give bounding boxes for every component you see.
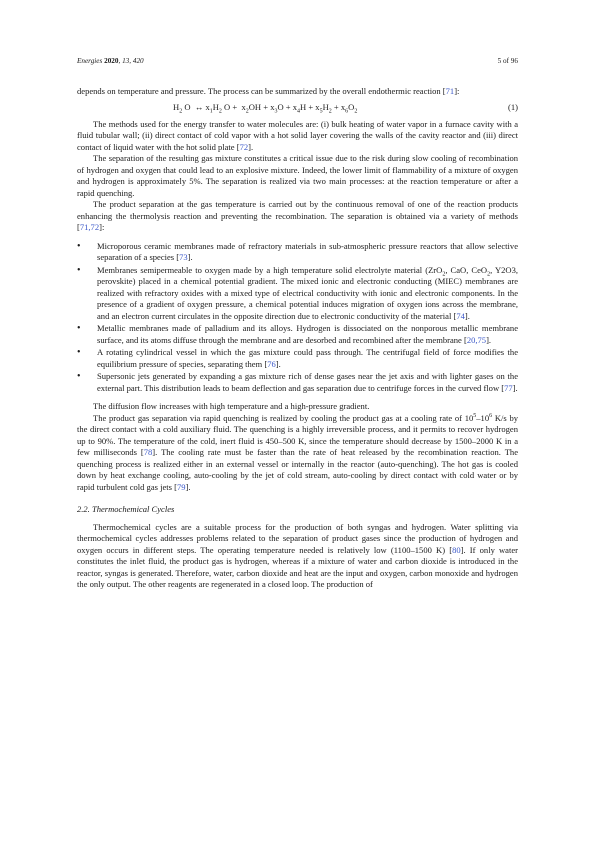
page-number: 5 of 96 (497, 57, 518, 65)
list-item: • Microporous ceramic membranes made of refractory materials in sub-atmospheric pressure reactors that allow selective separation of a species [73]. (77, 241, 518, 264)
section-title: 2.2. Thermochemical Cycles (77, 504, 175, 514)
method-list (77, 241, 518, 395)
equation (77, 98, 518, 118)
list-item: • Metallic membranes made of palladium and its alloys. Hydrogen is dissociated on the nonporous metallic membrane surface, and its atoms diffuse through the membrane and are desorbed and recombined after the membrane [20,75]. (77, 323, 518, 346)
paragraph: The product gas separation via rapid quenching is realized by cooling the product gas at a cooling rate of $10^5-10^6$ K/s by the direct contact with a cold auxiliary fluid. The quenching is a highly irreversible process, and it permits to recover hydrogen up to 90%. The temperature of the cold, inert fluid is 450–500 K, since the temperature should decrease by 1500–2000 K in a few milliseconds [78]. The cooling rate must be faster than the rate of heat released by the recombination reaction. The quenching process is realized either in an external vessel or internally in the reactor (auto-quenching). The hot gas is cooled down by heat exchange cooling, auto-cooling by the jet of cold stream, auto-cooling by direct contact with cold water or by rapid turbulent cold gas jets [79]. (77, 412, 518, 492)
list-item: • Membranes semipermeable to oxygen made by a high temperature solid electrolyte material (ZrO$_2$, CaO, CeO$_2$, Y2O3, perovskite) placed in a chemical potential gradient. The mixed ionic and electronic conducting (MIEC) membranes are realized with refractory oxides with a mixed type of electrical conductivity with ionic and electronic components. In the presence of a gradient of oxygen pressure, a chemical potential induces migration of oxygen ions across the membrane, and an electron current circulates in the opposite direction due to electronic conductivity of the material [74]. (77, 265, 518, 323)
paragraph: The separation of the resulting gas mixture constitutes a critical issue due to the risk during slow cooling of recombination of hydrogen and oxygen that could lead to an explosive mixture. Indeed, the lower limit of flammability of a mixture of oxygen and hydrogen is approximately 5%. The separation is realized via two main processes: at the reaction temperature or after a rapid quenching. (77, 153, 518, 198)
body-text (77, 86, 518, 591)
journal-citation: Energies 2020, 13, 420 (77, 57, 144, 65)
page-header (77, 57, 518, 69)
equation-number: (1) (508, 101, 518, 112)
paragraph: The diffusion flow increases with high temperature and a high-pressure gradient. (93, 401, 370, 411)
equation-formula: $H_2$ O ↔ $x_1H_2$ $O + x_2OH + x_3O + x_4H + x_5H_2 + x_6O_2$ (173, 101, 358, 115)
paragraph: The methods used for the energy transfer to water molecules are: (i) bulk heating of water vapor in a furnace cavity with a fluid tubular wall; (ii) direct contact of cold vapor with a hot solid layer covering the walls of the cavity reactor and (iii) direct contact of liquid water with the hot solid plate [72]. (77, 118, 518, 152)
list-item: • Supersonic jets generated by expanding a gas mixture rich of dense gases near the jet axis and with lighter gases on the external part. This distribution leads to beam deflection and gas separation due to centrifuge forces in the curved flow [77]. (77, 371, 518, 394)
paragraph: The product separation at the gas temperature is carried out by the continuous removal of one of the reaction products enhancing the thermolysis reaction and preventing the recombination. The separation is obtained via a variety of methods [71,72]: (77, 199, 518, 232)
paragraph: depends on temperature and pressure. The process can be summarized by the overall endothermic reaction [71]: (77, 86, 460, 96)
paragraph: Thermochemical cycles are a suitable process for the production of both syngas and hydrogen. Water splitting via thermochemical cycles addresses problems related to the separation of product gases since the production of hydrogen and oxygen occurs in different steps. The operating temperature needed is relatively low (1100–1500 K) [80]. If only water constitutes the inlet fluid, the product gas is hydrogen, whereas if a mixture of water and carbon dioxide is introduced in the reactor, syngas is generated. Therefore, water, carbon dioxide and heat are the input and oxygen, carbon monoxide and hydrogen the only output. The other reagents are regenerated in a closed loop. The production of (77, 521, 518, 589)
list-item: • A rotating cylindrical vessel in which the gas mixture could pass through. The centrifugal field of force modifies the equilibrium pressure of species, separating them [76]. (77, 347, 518, 370)
